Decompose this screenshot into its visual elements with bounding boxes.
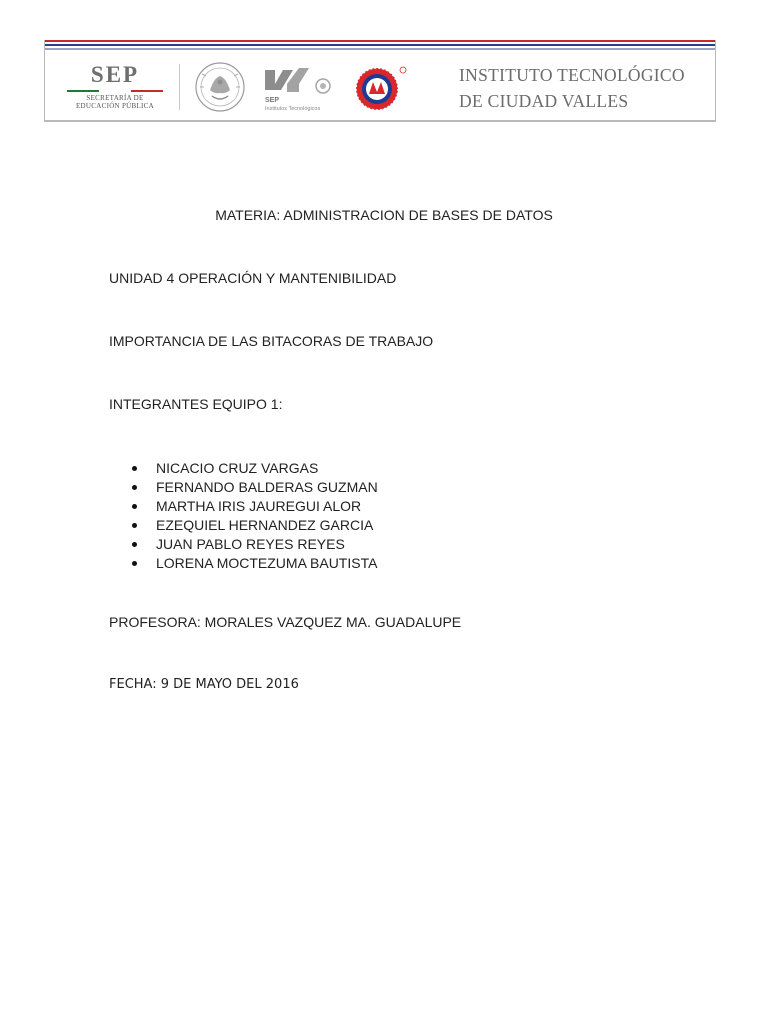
institute-name-line-1: INSTITUTO TECNOLÓGICO xyxy=(459,65,685,85)
list-item xyxy=(128,459,378,478)
list-item xyxy=(128,535,378,554)
sep-logo-subtitle-1: SECRETARÍA DE xyxy=(86,94,144,102)
bullet-icon xyxy=(132,523,137,528)
member-name: EZEQUIEL HERNANDEZ GARCIA xyxy=(156,517,374,533)
member-name: LORENA MOCTEZUMA BAUTISTA xyxy=(156,555,378,571)
member-name: NICACIO CRUZ VARGAS xyxy=(156,460,319,476)
header-stripes xyxy=(45,40,715,50)
national-seal-icon xyxy=(190,60,250,114)
teacher-line: PROFESORA: MORALES VAZQUEZ MA. GUADALUPE xyxy=(109,614,462,630)
unit-line: UNIDAD 4 OPERACIÓN Y MANTENIBILIDAD xyxy=(109,270,397,286)
bullet-icon xyxy=(132,466,137,471)
sep-logo xyxy=(55,62,175,112)
tecnm-logo-icon xyxy=(263,64,339,112)
member-name: JUAN PABLO REYES REYES xyxy=(156,536,345,552)
team-member-list xyxy=(128,459,378,573)
document-header xyxy=(44,40,716,122)
sep-logo-rule xyxy=(67,90,163,92)
member-name: FERNANDO BALDERAS GUZMAN xyxy=(156,479,378,495)
institute-name-line-2: DE CIUDAD VALLES xyxy=(459,91,629,111)
subject-line: MATERIA: ADMINISTRACION DE BASES DE DATOS xyxy=(215,207,553,223)
list-item xyxy=(128,478,378,497)
list-item xyxy=(128,516,378,535)
sep-logo-subtitle-2: EDUCACIÓN PÚBLICA xyxy=(75,102,155,110)
bullet-icon xyxy=(132,504,137,509)
topic-line: IMPORTANCIA DE LAS BITACORAS DE TRABAJO xyxy=(109,333,434,349)
list-item xyxy=(128,497,378,516)
institute-name xyxy=(459,62,714,114)
bullet-icon xyxy=(132,485,137,490)
sep-logo-word: SEP xyxy=(90,62,140,87)
member-name: MARTHA IRIS JAUREGUI ALOR xyxy=(156,498,362,514)
list-item xyxy=(128,554,378,573)
bullet-icon xyxy=(132,561,137,566)
itcv-logo-icon xyxy=(345,62,413,112)
tecnm-label: Institutos Tecnológicos xyxy=(265,106,321,112)
team-heading: INTEGRANTES EQUIPO 1: xyxy=(109,396,283,412)
tecnm-sep-label: SEP xyxy=(265,97,280,104)
date-line: FECHA: 9 DE MAYO DEL 2016 xyxy=(109,677,299,692)
header-divider xyxy=(179,64,180,110)
bullet-icon xyxy=(132,542,137,547)
